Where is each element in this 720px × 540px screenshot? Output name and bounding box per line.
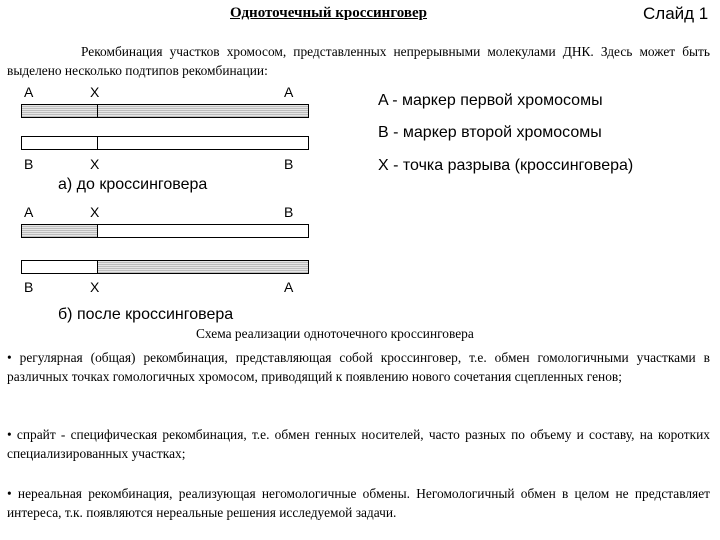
legend-marker-x: X - точка разрыва (кроссинговера): [378, 157, 634, 174]
break-point-mark: [97, 104, 98, 118]
bullet-unreal-recombination: • нереальная рекомбинация, реализующая негомологичные обмены. Негомологичный обмен в целом не представляет интереса, т.к. появляются нереальные решения исследуемой задачи.: [7, 486, 710, 520]
caption-before: а) до кроссинговера: [58, 176, 208, 193]
label-after-top-mid: X: [90, 204, 100, 220]
chromosome-1-before-shading: [22, 105, 308, 117]
caption-after: б) после кроссинговера: [58, 306, 234, 323]
legend-marker-b: B - маркер второй хромосомы: [378, 124, 602, 141]
legend-marker-a: A - маркер первой хромосомы: [378, 92, 603, 109]
chromosome-1-after-shading: [22, 225, 97, 237]
slide-title: Одноточечный кроссинговер: [230, 5, 427, 21]
figure-caption: Схема реализации одноточечного кроссинговера: [196, 326, 474, 341]
slide-number: Слайд 1: [643, 4, 709, 23]
label-before-top-right: A: [284, 84, 294, 100]
label-before-top-left: A: [24, 84, 34, 100]
break-point-mark: [97, 136, 98, 150]
label-before-bottom-left: B: [24, 156, 34, 172]
chromosome-1-before: [21, 104, 309, 118]
chromosome-2-after: [21, 260, 309, 274]
break-point-mark: [97, 224, 98, 238]
label-before-bottom-right: B: [284, 156, 294, 172]
chromosome-2-before: [21, 136, 309, 150]
label-after-bottom-left: B: [24, 279, 34, 295]
bullet-sprite-recombination: • спрайт - специфическая рекомбинация, т.е. обмен генных носителей, часто разных по объему и составу, на коротких специализированных участках;: [7, 427, 710, 461]
bullet-regular-recombination: • регулярная (общая) рекомбинация, представляющая собой кроссинговер, т.е. обмен гомологичными участками в различных точках гомологичных хромосом, приводящий к появлению нового сочетания сцепленных генов;: [7, 350, 710, 384]
break-point-mark: [97, 260, 98, 274]
label-before-top-mid: X: [90, 84, 100, 100]
chromosome-1-after: [21, 224, 309, 238]
label-after-top-right: B: [284, 204, 294, 220]
label-after-top-left: A: [24, 204, 34, 220]
intro-paragraph: Рекомбинация участков хромосом, представленных непрерывными молекулами ДНК. Здесь может быть выделено несколько подтипов рекомбинации:: [7, 44, 710, 78]
chromosome-2-after-shading: [98, 261, 308, 273]
label-after-bottom-mid: X: [90, 279, 100, 295]
label-before-bottom-mid: X: [90, 156, 100, 172]
label-after-bottom-right: A: [284, 279, 294, 295]
